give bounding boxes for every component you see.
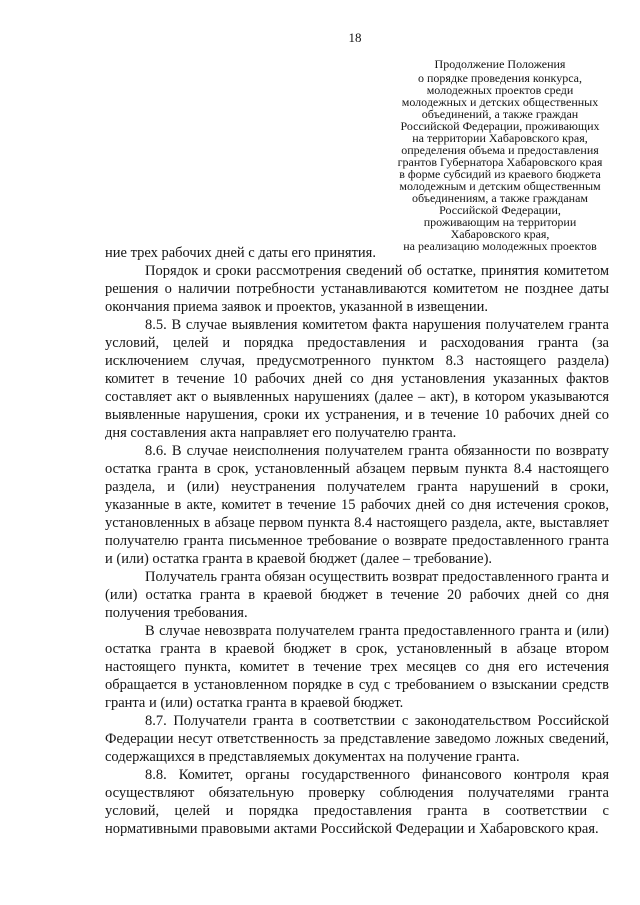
header-line: определения объема и предоставления — [401, 143, 599, 157]
header-line: проживающим на территории — [423, 215, 577, 229]
header-line: Российской Федерации, проживающих — [400, 119, 600, 133]
header-line: Продолжение Положения — [434, 57, 566, 71]
paragraph-8-7: 8.7. Получатели гранта в соответствии с законодательством Российской Федерации несут ответственность за представление заведомо ложных сведений, содержащихся в представляемых документах на получение гранта. — [105, 713, 609, 765]
header-line: в форме субсидий из краевого бюджета — [399, 167, 601, 181]
paragraph-8-8: 8.8. Комитет, органы государственного финансового контроля края осуществляют обязательную проверку соблюдения получателями гранта условий, целей и порядка предоставления гранта в соответствии с нормативными правовыми актами Российской Федерации и Хабаровского края. — [105, 767, 609, 837]
header-line: на территории Хабаровского края, — [412, 131, 588, 145]
header-line: молодежным и детским общественным — [399, 179, 601, 193]
continuation-header — [370, 58, 630, 252]
header-line: грантов Губернатора Хабаровского края — [397, 155, 603, 169]
paragraph-remainder-procedure: Порядок и сроки рассмотрения сведений об остатке, принятия комитетом решения о наличии потребности устанавливаются комитетом не позднее даты окончания приема заявок и проектов, указанной в извещении. — [105, 263, 609, 315]
header-line: молодежных и детских общественных — [401, 95, 599, 109]
header-line: на реализацию молодежных проектов — [403, 239, 597, 253]
header-line: Хабаровского края, — [450, 227, 550, 241]
paragraph-8-6: 8.6. В случае неисполнения получателем гранта обязанности по возврату остатка гранта в срок, установленный абзацем первым пункта 8.4 настоящего раздела, и (или) неустранения получателем гранта нарушений в сроки, указанные в акте, комитет в течение 15 рабочих дней со дня истечения сроков, установленных в абзаце первом пункта 8.4 настоящего раздела, акте, выставляет получателю гранта письменное требование о возврате предоставленного гранта и (или) остатка гранта в краевой бюджет (далее – требование). — [105, 443, 609, 567]
paragraph-grant-return: Получатель гранта обязан осуществить возврат предоставленного гранта и (или) остатка гранта в краевой бюджет в течение 20 рабочих дней со дня получения требования. — [105, 569, 609, 621]
header-line: объединениям, а также гражданам — [411, 191, 589, 205]
header-line: о порядке проведения конкурса, — [418, 71, 582, 85]
header-line: молодежных проектов среди — [426, 83, 574, 97]
page-number: 18 — [348, 30, 362, 45]
paragraph-non-return: В случае невозврата получателем гранта предоставленного гранта и (или) остатка гранта в краевой бюджет в срок, установленный в абзаце втором настоящего пункта, комитет в течение трех месяцев со дня его истечения обращается в установленном порядке в суд с требованием о взыскании средств гранта и (или) остатка гранта в краевой бюджет. — [105, 623, 609, 711]
header-line: объединений, а также граждан — [421, 107, 579, 121]
paragraph-8-5: 8.5. В случае выявления комитетом факта нарушения получателем гранта условий, целей и порядка предоставления и расходования гранта (за исключением случая, предусмотренного пунктом 8.3 настоящего раздела) комитет в течение 10 рабочих дней со дня установления указанных фактов составляет акт о выявленных нарушениях (далее – акт), в котором указываются выявленные нарушения, сроки их устранения, и в течение 10 рабочих дней со дня составления акта направляет его получателю гранта. — [105, 317, 609, 441]
document-body — [105, 244, 609, 838]
paragraph-continuation: ние трех рабочих дней с даты его принятия. — [105, 245, 376, 261]
header-line: Российской Федерации, — [439, 203, 561, 217]
